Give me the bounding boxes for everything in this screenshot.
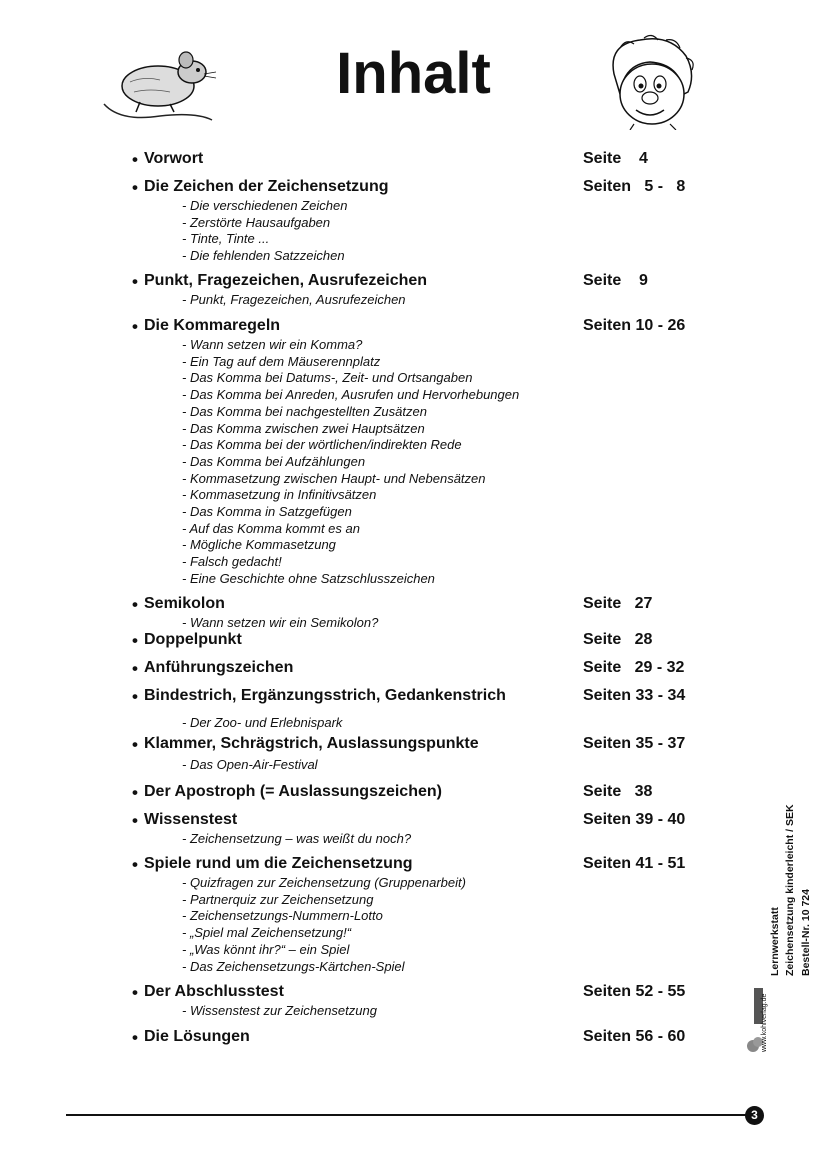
toc-subitem: - Zeichensetzungs-Nummern-Lotto bbox=[182, 908, 383, 924]
toc-subitem-list bbox=[132, 292, 692, 309]
bullet-icon: • bbox=[132, 178, 138, 197]
mouse-illustration bbox=[100, 42, 218, 126]
page-title: Inhalt bbox=[336, 41, 491, 106]
toc-entry-title: Der Abschlusstest bbox=[144, 983, 284, 1000]
toc-entry bbox=[132, 631, 692, 651]
publisher-sidebar bbox=[745, 676, 812, 1056]
toc-entry-row bbox=[132, 735, 692, 755]
toc-subitem: - Das Zeichensetzungs-Kärtchen-Spiel bbox=[182, 958, 405, 974]
bullet-icon: • bbox=[132, 783, 138, 802]
bullet-icon: • bbox=[132, 855, 138, 874]
toc-subitem: - „Was könnt ihr?“ – ein Spiel bbox=[182, 941, 350, 957]
toc-entry-row bbox=[132, 178, 692, 198]
bullet-icon: • bbox=[132, 1028, 138, 1047]
toc-entry-title: Doppelpunkt bbox=[144, 631, 242, 648]
toc-entry-pages: Seiten 10 - 26 bbox=[583, 317, 686, 334]
toc-entry bbox=[132, 317, 692, 588]
toc-entry bbox=[132, 595, 692, 632]
toc-subitem: - Mögliche Kommasetzung bbox=[182, 537, 336, 553]
toc-entry-row bbox=[132, 983, 692, 1003]
bullet-icon: • bbox=[132, 687, 138, 706]
toc-entry-pages: Seite 29 - 32 bbox=[583, 659, 685, 676]
bullet-icon: • bbox=[132, 150, 138, 169]
toc-subitem: - Eine Geschichte ohne Satzschlusszeichen bbox=[182, 570, 435, 586]
toc-entry-title: Semikolon bbox=[144, 595, 225, 612]
toc-entry-pages: Seite 28 bbox=[583, 631, 653, 648]
toc-subitem: - Die fehlenden Satzzeichen bbox=[182, 248, 345, 264]
toc-entry-title: Anführungszeichen bbox=[144, 659, 294, 676]
toc-subitem: - Wann setzen wir ein Komma? bbox=[182, 337, 363, 352]
bullet-icon: • bbox=[132, 811, 138, 830]
toc-entry bbox=[132, 735, 692, 774]
toc-subitem: - Das Komma bei der wörtlichen/indirekten Rede bbox=[182, 437, 462, 453]
toc-entry bbox=[132, 783, 692, 803]
toc-subitem: - Quizfragen zur Zeichensetzung (Gruppenarbeit) bbox=[182, 875, 466, 890]
toc-entry-title: Spiele rund um die Zeichensetzung bbox=[144, 855, 413, 872]
toc-entry-row bbox=[132, 783, 692, 803]
toc-subitem: - Das Komma bei Aufzählungen bbox=[182, 453, 366, 469]
toc-subitem-list bbox=[132, 198, 692, 265]
toc-entry-row bbox=[132, 1028, 692, 1048]
publisher-url: www.kohlverlag.de bbox=[761, 993, 768, 1052]
toc-entry bbox=[132, 1028, 692, 1048]
toc-subitem-list bbox=[132, 1003, 692, 1020]
toc-subitem: - Falsch gedacht! bbox=[182, 554, 282, 570]
toc-entry-row bbox=[132, 811, 692, 831]
toc-entry bbox=[132, 659, 692, 679]
bullet-icon: • bbox=[132, 272, 138, 291]
toc-subitem: - Das Komma zwischen zwei Hauptsätzen bbox=[182, 420, 425, 436]
bullet-icon: • bbox=[132, 983, 138, 1002]
bullet-icon: • bbox=[132, 317, 138, 336]
toc-entry-row bbox=[132, 855, 692, 875]
toc-subitem: - Das Komma in Satzgefügen bbox=[182, 504, 352, 520]
sidebar-order-number: Bestell-Nr. 10 724 bbox=[800, 889, 812, 976]
toc-entry-pages: Seiten 39 - 40 bbox=[583, 811, 686, 828]
toc-subitem: - Ein Tag auf dem Mäuserennplatz bbox=[182, 353, 381, 369]
toc-entry bbox=[132, 983, 692, 1020]
toc-entry-title: Bindestrich, Ergänzungsstrich, Gedankenstrich bbox=[144, 687, 506, 704]
toc-entry-row bbox=[132, 272, 692, 292]
toc-entry bbox=[132, 150, 692, 170]
toc-entry-title: Punkt, Fragezeichen, Ausrufezeichen bbox=[144, 272, 428, 289]
toc-subitem-list bbox=[132, 337, 692, 588]
toc-entry bbox=[132, 687, 692, 732]
toc-subitem: - Wissenstest zur Zeichensetzung bbox=[182, 1003, 377, 1018]
toc-entry-pages: Seiten 35 - 37 bbox=[583, 735, 686, 752]
sidebar-series: Lernwerkstatt bbox=[769, 907, 781, 976]
footer-rule bbox=[66, 1114, 748, 1116]
sidebar-title: Zeichensetzung kinderleicht / SEK bbox=[784, 804, 796, 976]
toc-entry-title: Der Apostroph (= Auslassungszeichen) bbox=[144, 783, 442, 800]
toc-subitem: - Der Zoo- und Erlebnispark bbox=[182, 715, 343, 730]
toc-entry-row bbox=[132, 150, 692, 170]
toc-subitem: - Partnerquiz zur Zeichensetzung bbox=[182, 891, 374, 907]
toc-entry-pages: Seiten 5 - 8 bbox=[583, 178, 686, 195]
bullet-icon: • bbox=[132, 595, 138, 614]
toc-entry bbox=[132, 178, 692, 265]
toc-entry-pages: Seiten 52 - 55 bbox=[583, 983, 686, 1000]
toc-subitem: - Kommasetzung zwischen Haupt- und Nebensätzen bbox=[182, 470, 486, 486]
toc-subitem: - Kommasetzung in Infinitivsätzen bbox=[182, 487, 377, 503]
bullet-icon: • bbox=[132, 735, 138, 754]
toc-entry-title: Wissenstest bbox=[144, 811, 238, 828]
toc-entry-pages: Seite 9 bbox=[583, 272, 648, 289]
toc-subitem: - Auf das Komma kommt es an bbox=[182, 520, 360, 536]
toc-entry-row bbox=[132, 595, 692, 615]
bullet-icon: • bbox=[132, 659, 138, 678]
toc-entry-pages: Seiten 41 - 51 bbox=[583, 855, 686, 872]
toc-entry-row bbox=[132, 317, 692, 337]
toc-subitem: - Tinte, Tinte ... bbox=[182, 231, 270, 247]
toc-entry-title: Klammer, Schrägstrich, Auslassungspunkte bbox=[144, 735, 479, 752]
toc-entry bbox=[132, 272, 692, 309]
child-illustration bbox=[600, 34, 700, 130]
toc-subitem: - Das Open-Air-Festival bbox=[182, 757, 318, 772]
toc-entry-pages: Seite 27 bbox=[583, 595, 653, 612]
toc-subitem-list bbox=[132, 875, 692, 975]
page-number-badge: 3 bbox=[745, 1106, 764, 1125]
toc-entry-title: Die Zeichen der Zeichensetzung bbox=[144, 178, 389, 195]
bullet-icon: • bbox=[132, 631, 138, 650]
toc-subitem-list bbox=[132, 757, 692, 774]
toc-entry-row bbox=[132, 659, 692, 679]
toc-entry-pages: Seite 4 bbox=[583, 150, 648, 167]
toc-subitem-list bbox=[132, 715, 692, 732]
toc-entry-pages: Seiten 33 - 34 bbox=[583, 687, 686, 704]
toc-entry-pages: Seite 38 bbox=[583, 783, 653, 800]
toc-subitem: - Wann setzen wir ein Semikolon? bbox=[182, 615, 379, 630]
toc-entry-title: Vorwort bbox=[144, 150, 204, 167]
toc-entry-row bbox=[132, 631, 692, 651]
toc-subitem: - Die verschiedenen Zeichen bbox=[182, 198, 348, 213]
toc-subitem-list bbox=[132, 615, 692, 632]
toc-entry-pages: Seiten 56 - 60 bbox=[583, 1028, 686, 1045]
toc-entry bbox=[132, 811, 692, 848]
toc-subitem: - Punkt, Fragezeichen, Ausrufezeichen bbox=[182, 292, 406, 307]
toc-subitem-list bbox=[132, 831, 692, 848]
toc-subitem: - „Spiel mal Zeichensetzung!“ bbox=[182, 925, 352, 941]
toc-subitem: - Das Komma bei Anreden, Ausrufen und Hervorhebungen bbox=[182, 387, 520, 403]
toc-subitem: - Zeichensetzung – was weißt du noch? bbox=[182, 831, 412, 846]
toc-entry-title: Die Lösungen bbox=[144, 1028, 250, 1045]
toc-subitem: - Das Komma bei Datums-, Zeit- und Ortsangaben bbox=[182, 370, 473, 386]
toc-entry-row bbox=[132, 687, 692, 707]
toc-subitem: - Das Komma bei nachgestellten Zusätzen bbox=[182, 403, 427, 419]
toc-entry bbox=[132, 855, 692, 975]
toc-entry-title: Die Kommaregeln bbox=[144, 317, 281, 334]
toc-subitem: - Zerstörte Hausaufgaben bbox=[182, 214, 331, 230]
